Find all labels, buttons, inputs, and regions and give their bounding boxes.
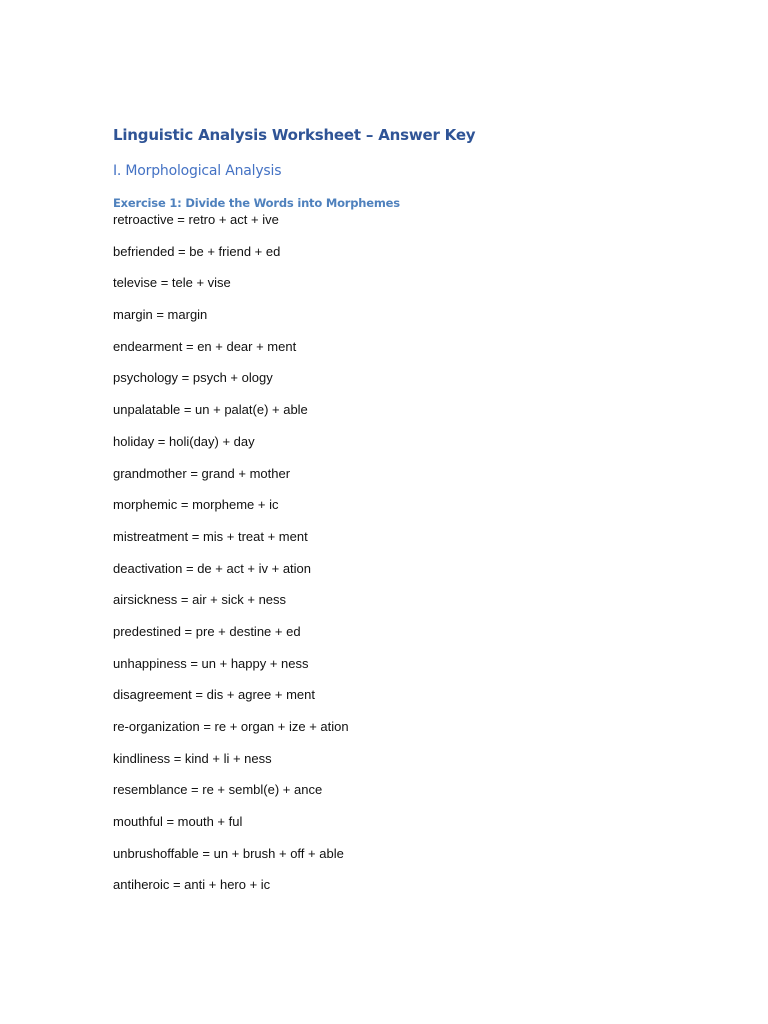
morpheme-entry: disagreement = dis + agree + ment xyxy=(113,687,315,703)
morpheme-entry: unhappiness = un + happy + ness xyxy=(113,655,309,671)
morpheme-entry: re-organization = re + organ + ize + ation xyxy=(113,719,349,734)
morpheme-entry: televise = tele + vise xyxy=(113,275,231,291)
morpheme-entry: morphemic = morpheme + ic xyxy=(113,497,279,513)
morpheme-entry: airsickness = air + sick + ness xyxy=(113,592,287,608)
morpheme-entry: antiheroic = anti + hero + ic xyxy=(113,877,271,893)
morpheme-entry: mistreatment = mis + treat + ment xyxy=(113,528,308,544)
morpheme-entry: retroactive = retro + act + ive xyxy=(113,212,279,227)
morpheme-entry: psychology = psych + ology xyxy=(113,370,273,386)
morpheme-entry: grandmother = grand + mother xyxy=(113,465,291,481)
morpheme-entry: holiday = holi(day) + day xyxy=(113,433,255,449)
morpheme-list xyxy=(113,211,673,908)
document-body xyxy=(113,124,673,908)
morpheme-entry: kindliness = kind + li + ness xyxy=(113,750,272,766)
morpheme-entry: mouthful = mouth + ful xyxy=(113,814,243,830)
document-title: Linguistic Analysis Worksheet – Answer Key xyxy=(113,126,476,144)
morpheme-entry: unbrushoffable = un + brush + off + able xyxy=(113,845,344,861)
morpheme-entry: deactivation = de + act + iv + ation xyxy=(113,560,312,576)
morpheme-entry: unpalatable = un + palat(e) + able xyxy=(113,402,308,418)
morpheme-entry: margin = margin xyxy=(113,307,208,323)
morpheme-entry: predestined = pre + destine + ed xyxy=(113,623,301,639)
section-heading: I. Morphological Analysis xyxy=(113,163,282,179)
morpheme-entry: befriended = be + friend + ed xyxy=(113,243,281,259)
morpheme-entry: resemblance = re + sembl(e) + ance xyxy=(113,782,323,798)
exercise-heading: Exercise 1: Divide the Words into Morphemes xyxy=(113,196,400,210)
morpheme-entry: endearment = en + dear + ment xyxy=(113,338,297,354)
